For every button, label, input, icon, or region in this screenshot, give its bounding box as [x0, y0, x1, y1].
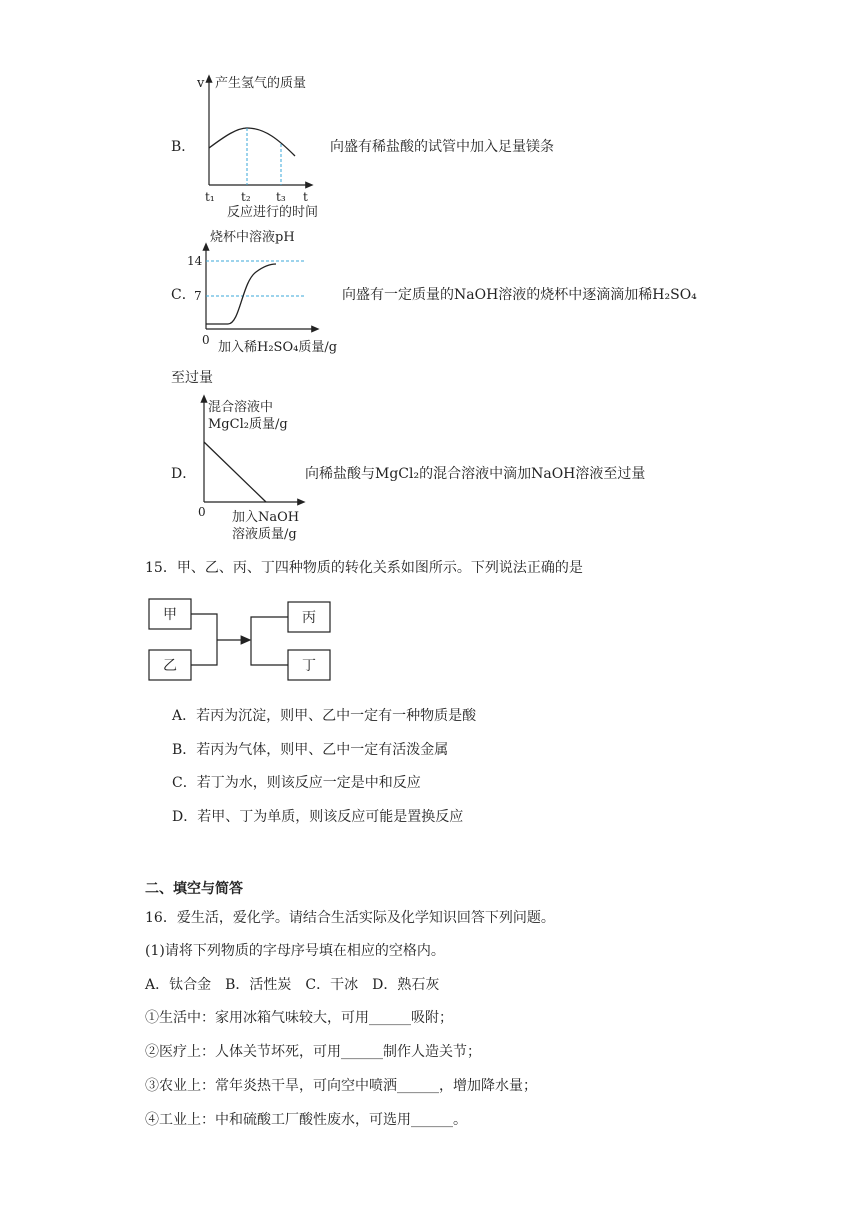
- origin-label: 0: [198, 505, 206, 519]
- q16-item-1: ①生活中：家用冰箱气味较大，可用______吸附；: [145, 1010, 453, 1026]
- section-title: 二、填空与简答: [145, 881, 243, 897]
- option-b-letter: B．: [171, 139, 196, 155]
- reactant-bracket: [191, 614, 217, 665]
- box-ding-label: 丁: [302, 658, 316, 674]
- mgcl2-line: [204, 442, 266, 502]
- q15-option-b: B．若丙为气体，则甲、乙中一定有活泼金属: [172, 742, 449, 758]
- option-c-text-continued: 至过量: [171, 370, 213, 386]
- y-axis-prefix: v: [197, 76, 205, 91]
- q15-diagram: [145, 594, 335, 686]
- box-jia-label: 甲: [163, 607, 177, 623]
- q16-item-4: ④工业上：中和硫酸工厂酸性废水，可选用______。: [145, 1112, 467, 1128]
- y-axis-label-1: 混合溶液中: [208, 400, 274, 415]
- q16-item-2: ②医疗上：人体关节坏死，可用______制作人造关节；: [145, 1044, 481, 1060]
- q16-part1: (1)请将下列物质的字母序号填在相应的空格内。: [145, 943, 445, 959]
- x-axis-label: 反应进行的时间: [227, 205, 319, 220]
- q16-item-3: ③农业上：常年炎热干旱，可向空中喷洒______，增加降水量；: [145, 1078, 537, 1094]
- q16-choices: A．钛合金 B．活性炭 C．干冰 D．熟石灰: [145, 977, 440, 993]
- y-axis-label: 产生氢气的质量: [215, 76, 307, 91]
- x-axis-label-2: 溶液质量/g: [232, 527, 297, 542]
- box-bing-label: 丙: [302, 610, 316, 626]
- ph-curve: [206, 264, 276, 324]
- option-c-text: 向盛有一定质量的NaOH溶液的烧杯中逐滴滴加稀H₂SO₄: [342, 287, 697, 303]
- q16-stem: 16．爱生活，爱化学。请结合生活实际及化学知识回答下列问题。: [145, 910, 555, 926]
- ytick-14: 14: [187, 254, 203, 268]
- option-c-letter: C．: [171, 287, 196, 303]
- hydrogen-curve: [209, 128, 295, 156]
- q15-option-c: C．若丁为水，则该反应一定是中和反应: [172, 775, 421, 791]
- tick-t2: t₂: [241, 190, 251, 204]
- option-d-letter: D．: [171, 466, 197, 482]
- tick-t: t: [303, 190, 308, 204]
- option-d-text: 向稀盐酸与MgCl₂的混合溶液中滴加NaOH溶液至过量: [305, 466, 646, 482]
- x-axis-label-1: 加入NaOH: [232, 510, 300, 525]
- y-axis-label: 烧杯中溶液pH: [210, 230, 295, 245]
- box-yi-label: 乙: [163, 658, 177, 674]
- option-b-text: 向盛有稀盐酸的试管中加入足量镁条: [330, 139, 554, 155]
- tick-t3: t₃: [276, 190, 286, 204]
- q15-stem: 15．甲、乙、丙、丁四种物质的转化关系如图所示。下列说法正确的是: [145, 560, 583, 576]
- tick-t1: t₁: [205, 190, 215, 204]
- option-c-graph: [187, 224, 352, 358]
- product-bracket: [251, 617, 288, 665]
- y-axis-label-2: MgCl₂质量/g: [208, 417, 288, 432]
- q15-option-a: A．若丙为沉淀，则甲、乙中一定有一种物质是酸: [172, 708, 477, 724]
- ytick-7: 7: [194, 289, 202, 303]
- x-axis-label: 加入稀H₂SO₄质量/g: [218, 340, 338, 355]
- q15-option-d: D．若甲、丁为单质，则该反应可能是置换反应: [172, 809, 464, 825]
- option-b-graph: [195, 70, 335, 220]
- origin-label: 0: [202, 333, 210, 347]
